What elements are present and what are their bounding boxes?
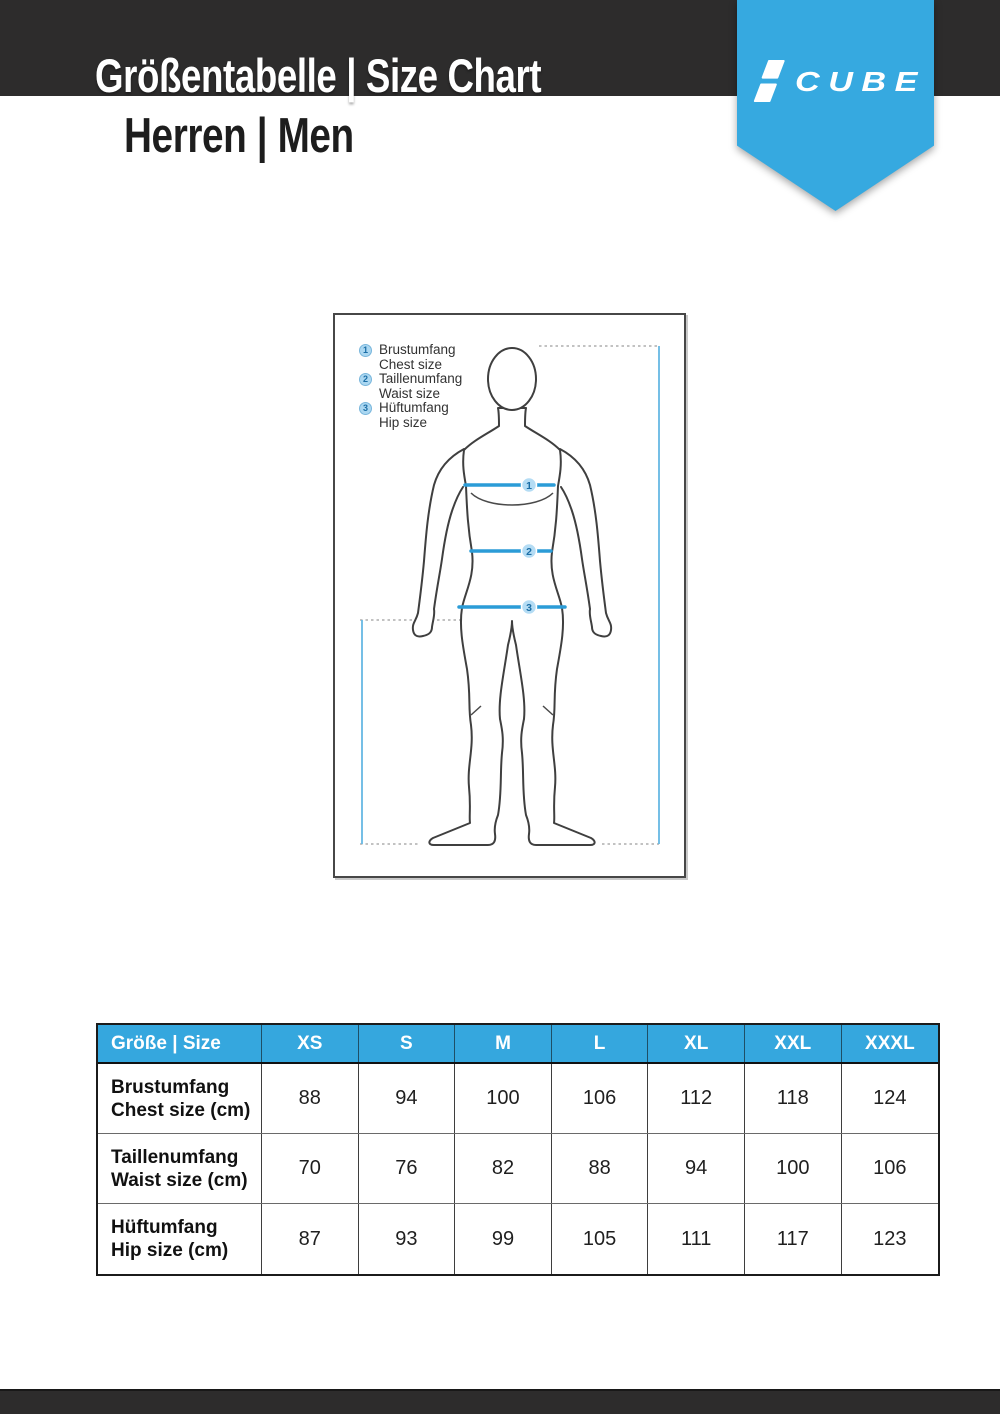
- cell-value: 93: [359, 1204, 456, 1274]
- cell-value: 106: [873, 1157, 907, 1179]
- cell-value: 88: [262, 1064, 359, 1133]
- column-header-m: M: [455, 1025, 552, 1062]
- row-label: [98, 1064, 262, 1133]
- size-table: [96, 1023, 940, 1276]
- legend-label-de: Taillenumfang: [379, 371, 463, 387]
- column-header-xxxl: XXXL: [865, 1032, 915, 1054]
- row-label: [98, 1134, 262, 1203]
- cell-value: 82: [455, 1134, 552, 1203]
- cell-value: 124: [873, 1087, 907, 1109]
- cell-value: 118: [745, 1064, 842, 1133]
- page-subtitle: Herren | Men: [124, 109, 354, 163]
- row-label-en: Waist size (cm): [111, 1169, 248, 1191]
- cell-value: 88: [552, 1134, 649, 1203]
- column-header-size: Größe | Size: [98, 1025, 262, 1062]
- legend-item-chest: [359, 343, 462, 372]
- footer-bar: [0, 1389, 1000, 1414]
- column-header-s: S: [359, 1025, 456, 1062]
- left-arm-outline: [413, 449, 464, 636]
- legend-item-hip: [359, 401, 462, 430]
- table-row-hip: [98, 1204, 938, 1274]
- page-title: Größentabelle | Size Chart: [95, 49, 542, 102]
- row-label: [98, 1204, 262, 1274]
- measurement-diagram: [333, 313, 686, 878]
- cell-value: 117: [745, 1204, 842, 1274]
- legend-label-en: Hip size: [379, 414, 428, 430]
- cell-value: 123: [873, 1227, 907, 1250]
- cell-value: 100: [455, 1064, 552, 1133]
- head-outline: [488, 348, 536, 410]
- column-header-xl: XL: [648, 1025, 745, 1062]
- column-header-l: L: [552, 1025, 649, 1062]
- legend-label-en: Chest size: [379, 356, 443, 372]
- cell-value: 100: [745, 1134, 842, 1203]
- measurement-legend: [359, 343, 462, 431]
- legend-number-badge: 1: [359, 344, 372, 357]
- legend-label-de: Brustumfang: [379, 342, 456, 357]
- cell-value: 70: [262, 1134, 359, 1203]
- row-label-en: Chest size (cm): [111, 1099, 251, 1121]
- cube-logo-icon: [753, 59, 787, 104]
- table-row-waist: [98, 1134, 938, 1204]
- legend-number-badge: 2: [359, 373, 372, 386]
- size-table-header-row: [98, 1025, 938, 1064]
- waist-marker-number: 2: [526, 546, 532, 558]
- legend-item-waist: [359, 372, 462, 401]
- legend-label-de: Hüftumfang: [379, 400, 449, 416]
- column-header-xs: XS: [262, 1025, 359, 1062]
- cell-value: 94: [359, 1064, 456, 1133]
- chest-marker-number: 1: [526, 480, 532, 492]
- cell-value: 112: [648, 1064, 745, 1133]
- cube-logo-text: CUBE: [795, 65, 926, 97]
- table-row-chest: [98, 1064, 938, 1134]
- row-label-de: Taillenumfang: [111, 1146, 239, 1168]
- column-header-xxl: XXL: [745, 1025, 842, 1062]
- cube-logo: [753, 58, 926, 104]
- right-arm-outline: [560, 449, 611, 636]
- hip-marker-number: 3: [526, 602, 532, 614]
- row-label-de: Brustumfang: [111, 1076, 230, 1098]
- ribbon-shape: [737, 0, 934, 211]
- row-label-de: Hüftumfang: [111, 1217, 218, 1238]
- cell-value: 94: [648, 1134, 745, 1203]
- cell-value: 111: [648, 1204, 745, 1274]
- row-label-en: Hip size (cm): [111, 1240, 229, 1261]
- cell-value: 106: [552, 1064, 649, 1133]
- cell-value: 99: [455, 1204, 552, 1274]
- legend-label-en: Waist size: [379, 385, 441, 401]
- cell-value: 76: [359, 1134, 456, 1203]
- brand-ribbon: [737, 0, 934, 211]
- cell-value: 105: [552, 1204, 649, 1274]
- legend-number-badge: 3: [359, 402, 372, 415]
- cell-value: 87: [262, 1204, 359, 1274]
